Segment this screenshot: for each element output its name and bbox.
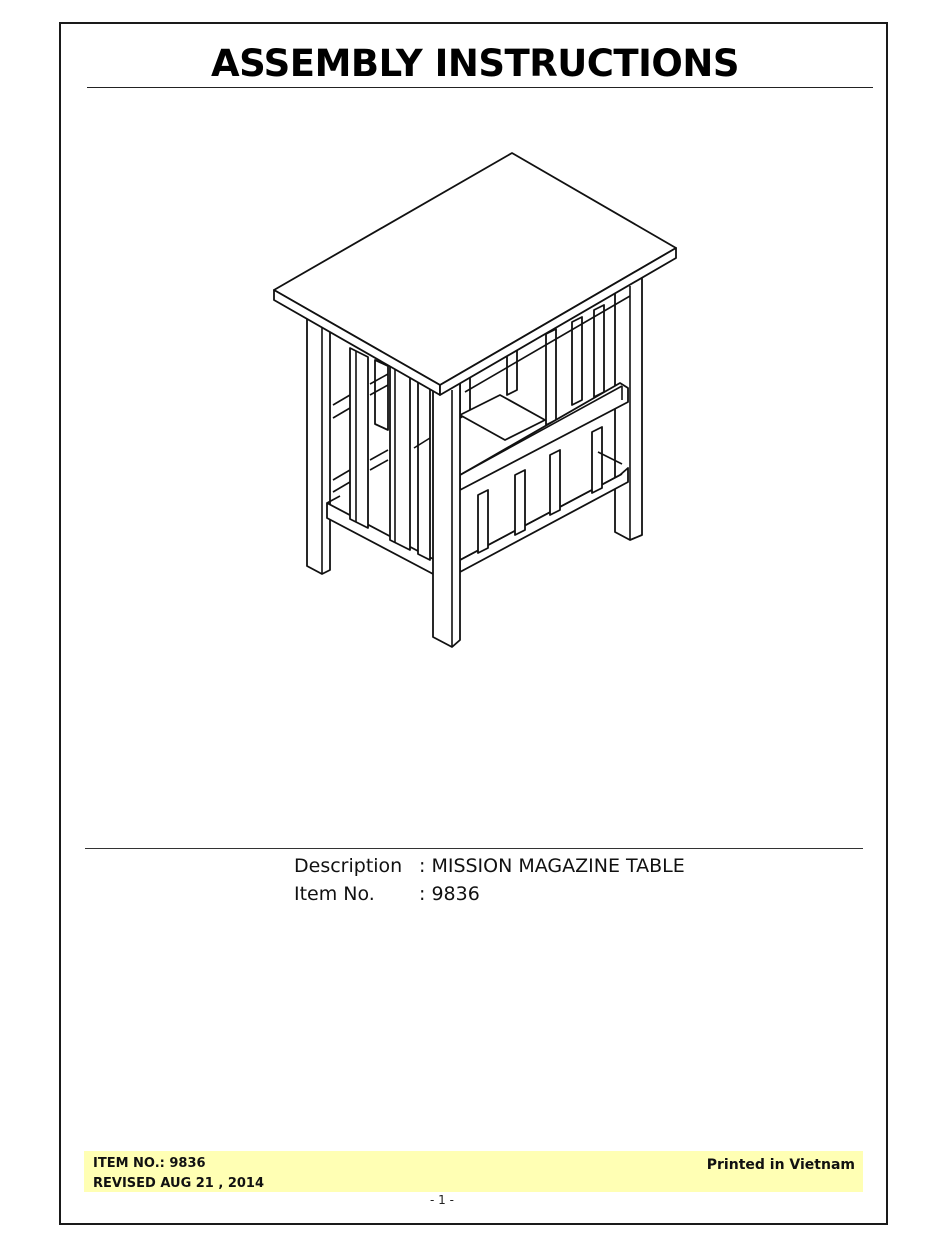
- page-number: - 1 -: [430, 1193, 454, 1207]
- title-divider: [87, 87, 873, 88]
- footer-item-number: ITEM NO.: 9836: [93, 1156, 206, 1171]
- table-illustration: [260, 140, 690, 660]
- page-title: ASSEMBLY INSTRUCTIONS: [211, 42, 739, 85]
- item-number-row: [294, 880, 685, 908]
- footer-band: [84, 1151, 863, 1192]
- item-number-value: : 9836: [419, 883, 480, 905]
- footer-left: [93, 1154, 264, 1194]
- item-number-label: Item No.: [294, 883, 375, 905]
- description-row: [294, 852, 685, 880]
- description-value: : MISSION MAGAZINE TABLE: [419, 855, 685, 877]
- product-description: [294, 852, 685, 908]
- description-divider: [85, 848, 863, 849]
- footer-printed-in: Printed in Vietnam: [706, 1157, 855, 1173]
- description-label: Description: [294, 855, 403, 877]
- footer-revised-date: REVISED AUG 21 , 2014: [93, 1176, 265, 1191]
